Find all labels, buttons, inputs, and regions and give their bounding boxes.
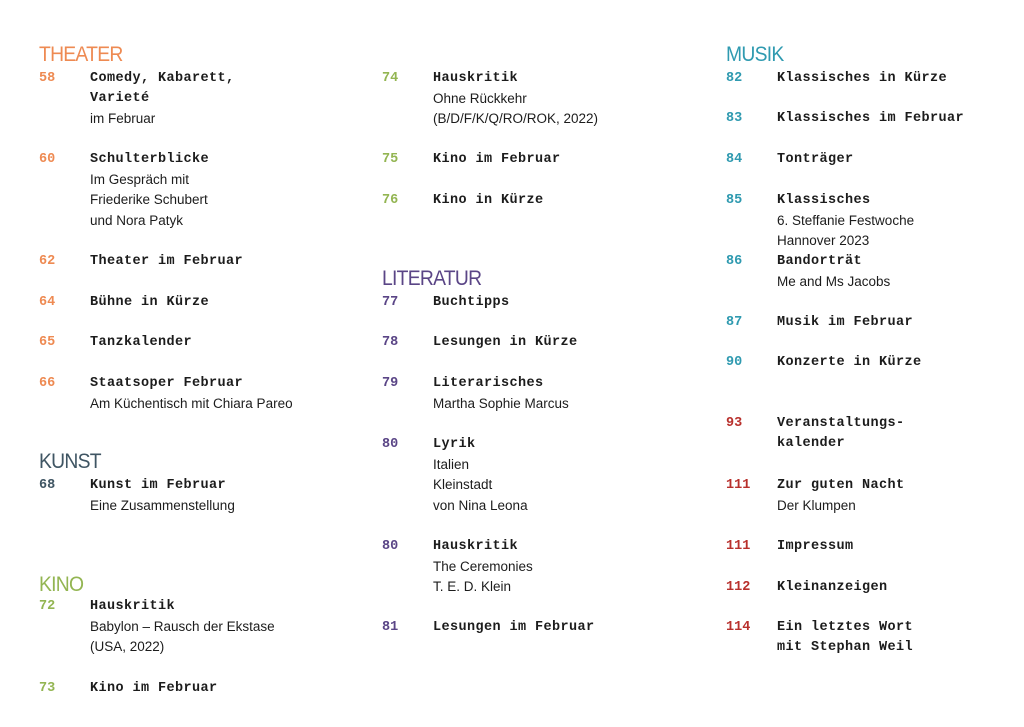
entry-description: und Nora Patyk (90, 212, 184, 228)
entry-description: im Februar (90, 111, 156, 126)
entry-description: Im Gespräch mit (90, 172, 190, 187)
page-number: 75 (382, 152, 399, 167)
entry-title: Klassisches (777, 193, 871, 208)
entry-body (433, 69, 598, 130)
entry-body (777, 191, 914, 252)
entry-body (433, 150, 561, 170)
entry-title: Klassisches im Februar (777, 111, 965, 126)
page-number: 68 (39, 478, 56, 493)
page-number: 58 (39, 71, 56, 86)
entry-title: Varieté (90, 91, 150, 106)
entry-body (777, 476, 905, 516)
entry-title: Kunst im Februar (90, 478, 227, 493)
entry-title: Ein letztes Wort (777, 620, 914, 635)
entry-body (90, 293, 209, 313)
entry-title: Veranstaltungs- (777, 416, 905, 431)
page-number: 74 (382, 71, 399, 86)
entry-title: Hauskritik (433, 71, 519, 86)
entry-body (777, 252, 890, 292)
entry-body (90, 333, 192, 353)
page-number: 111 (726, 539, 751, 554)
entry-body (777, 414, 905, 454)
entry-description: Friederike Schubert (90, 192, 208, 208)
page-number: 85 (726, 193, 743, 208)
entry-body (90, 476, 235, 516)
entry-title: Bühne in Kürze (90, 295, 210, 310)
entry-body (777, 618, 913, 658)
entry-description: Babylon – Rausch der Ekstase (90, 619, 275, 634)
entry-body (433, 537, 533, 598)
entry-body (777, 578, 888, 598)
page-number: 76 (382, 193, 399, 208)
section-title-kino: KINO (39, 573, 84, 596)
entry-title: Tonträger (777, 152, 854, 167)
entry-title: Schulterblicke (90, 152, 210, 167)
entry-title: Tanzkalender (90, 335, 193, 350)
page-number: 87 (726, 315, 743, 330)
page-number: 111 (726, 478, 751, 493)
entry-title: Kino im Februar (433, 152, 561, 167)
entry-description: Der Klumpen (777, 498, 856, 513)
entry-body (777, 353, 922, 373)
entry-description: Italien (433, 457, 470, 472)
entry-title: Musik im Februar (777, 315, 914, 330)
entry-title: Impressum (777, 539, 854, 554)
page-number: 80 (382, 437, 399, 452)
entry-description: (B/D/F/K/Q/RO/ROK, 2022) (433, 111, 599, 127)
entry-title: Lesungen in Kürze (433, 335, 578, 350)
entry-description: Am Küchentisch mit Chiara Pareo (90, 396, 293, 411)
entry-title: Staatsoper Februar (90, 376, 244, 391)
entry-title: Konzerte in Kürze (777, 355, 922, 370)
entry-title: Kino in Kürze (433, 193, 544, 208)
entry-description: (USA, 2022) (90, 639, 165, 655)
page-number: 86 (726, 254, 743, 269)
entry-title: Comedy, Kabarett, (90, 71, 235, 86)
entry-title: Kino im Februar (90, 681, 218, 696)
entry-title: Kleinanzeigen (777, 580, 888, 595)
page-number: 78 (382, 335, 399, 350)
entry-body (433, 374, 569, 414)
entry-description: Martha Sophie Marcus (433, 396, 569, 411)
page-number: 66 (39, 376, 56, 391)
entry-body (433, 435, 528, 516)
entry-body (433, 191, 544, 211)
entry-body (90, 150, 209, 231)
page-number: 60 (39, 152, 56, 167)
entry-description: Eine Zusammenstellung (90, 498, 235, 513)
page-number: 64 (39, 295, 56, 310)
entry-description: The Ceremonies (433, 559, 533, 574)
entry-title: Literarisches (433, 376, 544, 391)
entry-description: Ohne Rückkehr (433, 91, 527, 106)
entry-body (90, 252, 243, 272)
section-title-literatur: LITERATUR (382, 267, 482, 290)
entry-body (777, 150, 854, 170)
page-number: 80 (382, 539, 399, 554)
page-number: 79 (382, 376, 399, 391)
page-number: 81 (382, 620, 399, 635)
entry-title: Buchtipps (433, 295, 510, 310)
page-number: 83 (726, 111, 743, 126)
entry-body (433, 618, 595, 638)
entry-description: 6. Steffanie Festwoche (777, 213, 915, 228)
entry-body (90, 374, 293, 414)
page-number: 65 (39, 335, 56, 350)
section-title-kunst: KUNST (39, 450, 101, 473)
entry-description: Me and Ms Jacobs (777, 274, 891, 289)
entry-body (90, 597, 275, 658)
page-number: 90 (726, 355, 743, 370)
entry-body (777, 537, 854, 557)
entry-description: Hannover 2023 (777, 233, 870, 249)
entry-body (777, 109, 964, 129)
entry-description: T. E. D. Klein (433, 579, 512, 595)
entry-title: mit Stephan Weil (777, 640, 914, 655)
page-number: 62 (39, 254, 56, 269)
section-title-theater: THEATER (39, 43, 123, 66)
page-number: 77 (382, 295, 399, 310)
entry-description: von Nina Leona (433, 497, 528, 513)
page-number: 82 (726, 71, 743, 86)
page-number: 73 (39, 681, 56, 696)
entry-title: Theater im Februar (90, 254, 244, 269)
page-number: 114 (726, 620, 751, 635)
entry-body (777, 313, 913, 333)
entry-body (777, 69, 947, 89)
entry-description: Kleinstadt (433, 477, 493, 493)
entry-body (90, 69, 235, 129)
page-number: 112 (726, 580, 751, 595)
entry-body (90, 679, 218, 699)
entry-title: Bandorträt (777, 254, 863, 269)
entry-body (433, 333, 578, 353)
entry-title: Zur guten Nacht (777, 478, 905, 493)
entry-title: Lesungen im Februar (433, 620, 595, 635)
page-number: 93 (726, 416, 743, 431)
section-title-musik: MUSIK (726, 43, 784, 66)
entry-title: kalender (777, 436, 846, 451)
entry-title: Hauskritik (90, 599, 176, 614)
entry-title: Klassisches in Kürze (777, 71, 948, 86)
page-number: 84 (726, 152, 743, 167)
entry-title: Hauskritik (433, 539, 519, 554)
entry-body (433, 293, 510, 313)
page-number: 72 (39, 599, 56, 614)
entry-title: Lyrik (433, 437, 476, 452)
